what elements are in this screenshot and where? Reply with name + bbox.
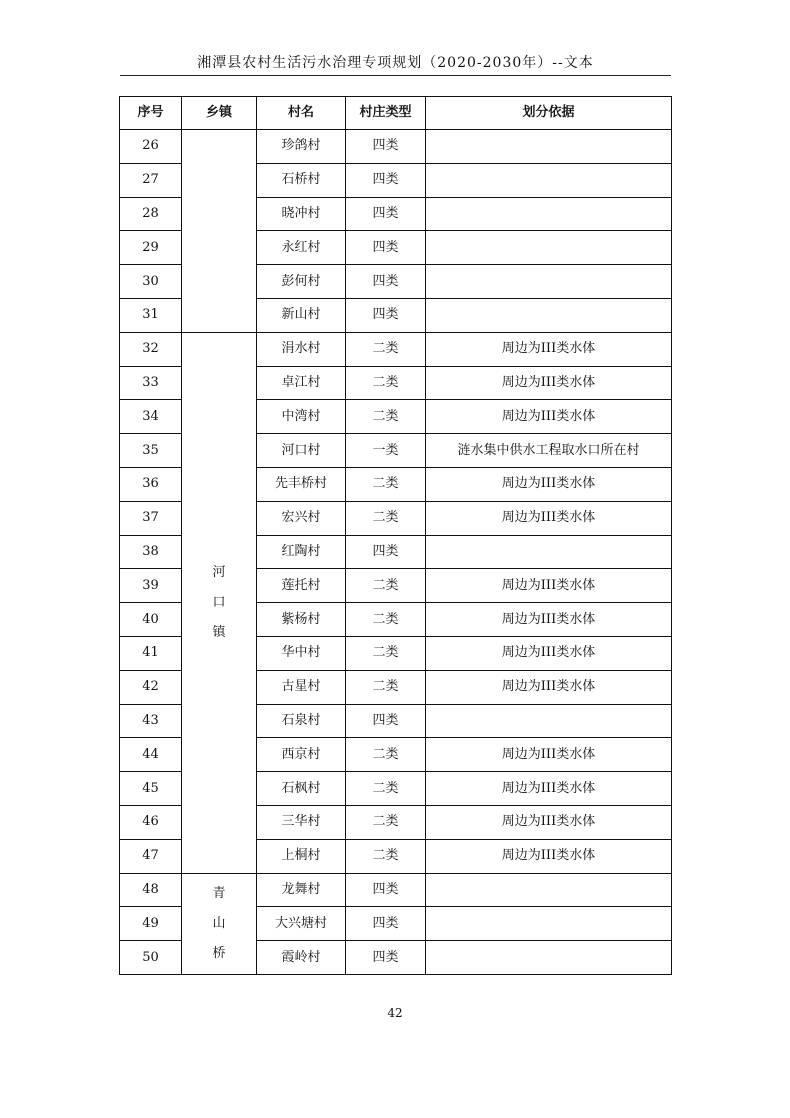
classification-basis: 周边为III类水体: [426, 400, 672, 434]
village-type: 四类: [346, 907, 426, 941]
classification-basis: 周边为III类水体: [426, 569, 672, 603]
table-header-row: [120, 97, 672, 130]
classification-basis: [426, 873, 672, 907]
village-name: 莲托村: [257, 569, 346, 603]
village-name: 宏兴村: [257, 501, 346, 535]
row-number: 31: [120, 298, 182, 332]
village-name: 中湾村: [257, 400, 346, 434]
town-name-hekou: 河 口 镇: [212, 564, 226, 640]
village-name: 彭何村: [257, 265, 346, 299]
column-header-type: 村庄类型: [346, 97, 426, 130]
village-name: 石枫村: [257, 772, 346, 806]
classification-basis: 周边为III类水体: [426, 839, 672, 873]
village-name: 霞岭村: [257, 941, 346, 975]
village-type: 一类: [346, 434, 426, 468]
village-type: 四类: [346, 704, 426, 738]
village-type: 四类: [346, 941, 426, 975]
row-number: 37: [120, 501, 182, 535]
village-name: 晓冲村: [257, 197, 346, 231]
town-name-qingshanqiao: 青 山 桥: [212, 885, 226, 961]
classification-basis: 周边为III类水体: [426, 366, 672, 400]
column-header-town: 乡镇: [182, 97, 257, 130]
village-type: 四类: [346, 298, 426, 332]
classification-basis: [426, 907, 672, 941]
village-type: 四类: [346, 265, 426, 299]
village-type: 四类: [346, 231, 426, 265]
village-name: 卓江村: [257, 366, 346, 400]
village-name: 三华村: [257, 805, 346, 839]
village-type: 二类: [346, 501, 426, 535]
village-type: 二类: [346, 738, 426, 772]
town-cell-hekou: [182, 332, 257, 873]
row-number: 32: [120, 332, 182, 366]
table-row: [120, 873, 672, 907]
row-number: 26: [120, 130, 182, 164]
village-type: 二类: [346, 670, 426, 704]
town-cell-blank: [182, 130, 257, 333]
village-name: 永红村: [257, 231, 346, 265]
classification-basis: 周边为III类水体: [426, 805, 672, 839]
village-type: 四类: [346, 873, 426, 907]
row-number: 49: [120, 907, 182, 941]
row-number: 44: [120, 738, 182, 772]
classification-basis: 周边为III类水体: [426, 603, 672, 637]
village-name: 上桐村: [257, 839, 346, 873]
village-name: 新山村: [257, 298, 346, 332]
village-name: 河口村: [257, 434, 346, 468]
village-type: 二类: [346, 332, 426, 366]
village-name: 红陶村: [257, 535, 346, 569]
row-number: 29: [120, 231, 182, 265]
village-type: 二类: [346, 467, 426, 501]
row-number: 30: [120, 265, 182, 299]
village-type: 二类: [346, 569, 426, 603]
village-type: 四类: [346, 535, 426, 569]
classification-basis: [426, 704, 672, 738]
town-cell-qingshanqiao: [182, 873, 257, 974]
village-name: 紫杨村: [257, 603, 346, 637]
table-row: [120, 332, 672, 366]
village-name: 先丰桥村: [257, 467, 346, 501]
row-number: 38: [120, 535, 182, 569]
row-number: 41: [120, 636, 182, 670]
village-type: 四类: [346, 130, 426, 164]
village-type: 四类: [346, 163, 426, 197]
classification-basis: 周边为III类水体: [426, 636, 672, 670]
page-number: 42: [387, 1006, 403, 1020]
village-name: 大兴塘村: [257, 907, 346, 941]
classification-basis: [426, 535, 672, 569]
classification-basis: [426, 197, 672, 231]
row-number: 47: [120, 839, 182, 873]
village-name: 石桥村: [257, 163, 346, 197]
row-number: 43: [120, 704, 182, 738]
row-number: 42: [120, 670, 182, 704]
row-number: 46: [120, 805, 182, 839]
village-name: 西京村: [257, 738, 346, 772]
classification-basis: 周边为III类水体: [426, 772, 672, 806]
classification-basis: [426, 941, 672, 975]
classification-basis: 周边为III类水体: [426, 738, 672, 772]
column-header-no: 序号: [120, 97, 182, 130]
classification-basis: [426, 298, 672, 332]
row-number: 34: [120, 400, 182, 434]
village-name: 珍鸽村: [257, 130, 346, 164]
village-name: 石泉村: [257, 704, 346, 738]
row-number: 48: [120, 873, 182, 907]
classification-basis: 周边为III类水体: [426, 467, 672, 501]
row-number: 27: [120, 163, 182, 197]
village-classification-table: [119, 96, 672, 975]
row-number: 40: [120, 603, 182, 637]
village-name: 涓水村: [257, 332, 346, 366]
classification-basis: [426, 130, 672, 164]
village-name: 龙舞村: [257, 873, 346, 907]
village-type: 二类: [346, 603, 426, 637]
page-header: [120, 53, 671, 76]
row-number: 35: [120, 434, 182, 468]
row-number: 39: [120, 569, 182, 603]
classification-basis: 周边为III类水体: [426, 670, 672, 704]
classification-basis: 周边为III类水体: [426, 332, 672, 366]
column-header-village: 村名: [257, 97, 346, 130]
classification-basis: [426, 163, 672, 197]
table-row: [120, 130, 672, 164]
village-type: 二类: [346, 839, 426, 873]
village-type: 二类: [346, 366, 426, 400]
classification-basis: 周边为III类水体: [426, 501, 672, 535]
row-number: 50: [120, 941, 182, 975]
row-number: 33: [120, 366, 182, 400]
classification-basis: [426, 231, 672, 265]
row-number: 36: [120, 467, 182, 501]
village-type: 二类: [346, 772, 426, 806]
classification-basis: 涟水集中供水工程取水口所在村: [426, 434, 672, 468]
document-title: 湘潭县农村生活污水治理专项规划（2020-2030年）--文本: [197, 55, 594, 71]
village-type: 二类: [346, 805, 426, 839]
classification-basis: [426, 265, 672, 299]
row-number: 45: [120, 772, 182, 806]
village-type: 二类: [346, 400, 426, 434]
row-number: 28: [120, 197, 182, 231]
village-name: 华中村: [257, 636, 346, 670]
village-type: 四类: [346, 197, 426, 231]
column-header-basis: 划分依据: [426, 97, 672, 130]
village-name: 古星村: [257, 670, 346, 704]
village-type: 二类: [346, 636, 426, 670]
